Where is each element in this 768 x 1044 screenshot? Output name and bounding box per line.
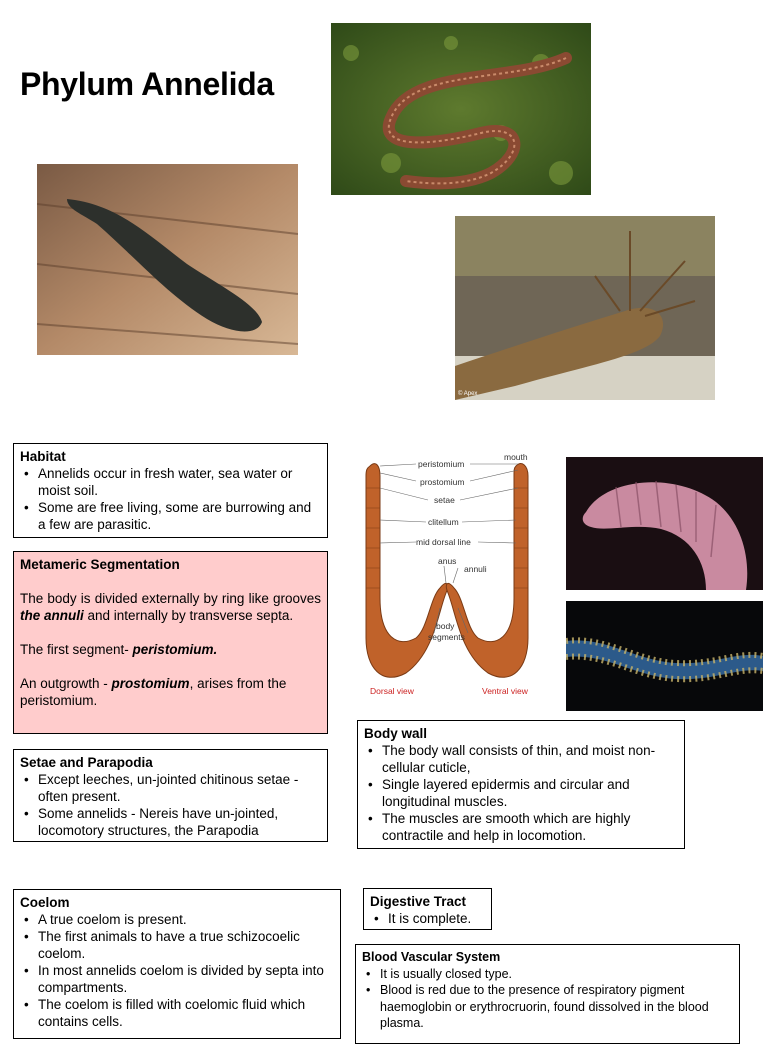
list-item: • The body wall consists of thin, and moist non-cellular cuticle, bbox=[364, 742, 678, 776]
leech-image bbox=[37, 164, 298, 355]
list-item: • It is complete. bbox=[370, 910, 485, 927]
text-fragment: An outgrowth - bbox=[20, 676, 112, 691]
body-wall-list bbox=[364, 742, 678, 844]
label-ventral-view: Ventral view bbox=[482, 686, 528, 696]
label-peristomium: peristomium bbox=[418, 459, 465, 469]
text-fragment: and internally by transverse septa. bbox=[83, 608, 294, 623]
list-item: • Blood is red due to the presence of respiratory pigment haemoglobin or erythrocruorin, found dissolved in the blood plasma. bbox=[362, 982, 733, 1032]
body-wall-box bbox=[357, 720, 685, 849]
text-fragment: The body is divided externally by ring like grooves bbox=[20, 591, 321, 606]
label-prostomium: prostomium bbox=[420, 477, 465, 487]
metameric-paragraph-1 bbox=[20, 590, 321, 624]
label-annuli: annuli bbox=[464, 564, 487, 574]
label-clitellum: clitellum bbox=[428, 517, 459, 527]
label-setae: setae bbox=[434, 495, 455, 505]
setae-list bbox=[20, 771, 321, 839]
setae-heading: Setae and Parapodia bbox=[20, 755, 153, 770]
label-anus: anus bbox=[438, 556, 457, 566]
list-item: • Except leeches, un-jointed chitinous setae - often present. bbox=[20, 771, 321, 805]
habitat-heading: Habitat bbox=[20, 449, 66, 464]
list-item: • A true coelom is present. bbox=[20, 911, 334, 928]
metameric-heading: Metameric Segmentation bbox=[20, 557, 180, 572]
blood-list bbox=[362, 966, 733, 1032]
list-item: • The muscles are smooth which are highly contractile and help in locomotion. bbox=[364, 810, 678, 844]
list-item: • The first animals to have a true schizocoelic coelom. bbox=[20, 928, 334, 962]
digestive-heading: Digestive Tract bbox=[370, 894, 467, 909]
setae-box bbox=[13, 749, 328, 842]
term-annuli: the annuli bbox=[20, 608, 84, 623]
coelom-heading: Coelom bbox=[20, 895, 70, 910]
photo-credit: © Apex bbox=[458, 391, 478, 397]
leech-photo bbox=[37, 164, 298, 355]
text-fragment: The first segment- bbox=[20, 642, 133, 657]
term-prostomium: prostomium bbox=[111, 676, 190, 691]
label-mouth: mouth bbox=[504, 452, 528, 462]
coelom-list bbox=[20, 911, 334, 1030]
earthworm-photo bbox=[331, 23, 591, 195]
blood-box bbox=[355, 944, 740, 1044]
worm-diagram-svg bbox=[358, 448, 558, 700]
nereis-image bbox=[455, 216, 715, 400]
list-item: • It is usually closed type. bbox=[362, 966, 733, 983]
label-dorsal-view: Dorsal view bbox=[370, 686, 414, 696]
label-mid-dorsal-line: mid dorsal line bbox=[416, 537, 471, 547]
metameric-paragraph-2 bbox=[20, 641, 321, 658]
earthworm-image bbox=[331, 23, 591, 195]
coelom-box bbox=[13, 889, 341, 1039]
worm-closeup-image bbox=[566, 457, 763, 590]
polychaete-photo bbox=[566, 601, 763, 711]
habitat-box bbox=[13, 443, 328, 538]
list-item: • Annelids occur in fresh water, sea water or moist soil. bbox=[20, 465, 321, 499]
blood-heading: Blood Vascular System bbox=[362, 950, 501, 964]
list-item: • Some are free living, some are burrowing and a few are parasitic. bbox=[20, 499, 321, 533]
label-segments: segments bbox=[428, 632, 465, 642]
list-item: • In most annelids coelom is divided by septa into compartments. bbox=[20, 962, 334, 996]
anatomy-diagram bbox=[358, 448, 558, 700]
nereis-photo bbox=[455, 216, 715, 400]
digestive-list bbox=[370, 910, 485, 927]
habitat-list bbox=[20, 465, 321, 533]
list-item: • Some annelids - Nereis have un-jointed, locomotory structures, the Parapodia bbox=[20, 805, 321, 839]
label-body: body bbox=[436, 621, 455, 631]
metameric-box bbox=[13, 551, 328, 734]
term-peristomium: peristomium. bbox=[132, 642, 218, 657]
text-fragment: , arises from the peristomium. bbox=[20, 676, 287, 708]
page-title: Phylum Annelida bbox=[20, 66, 274, 102]
digestive-box bbox=[363, 888, 492, 930]
metameric-paragraph-3 bbox=[20, 675, 321, 709]
list-item: • Single layered epidermis and circular and longitudinal muscles. bbox=[364, 776, 678, 810]
list-item: • The coelom is filled with coelomic fluid which contains cells. bbox=[20, 996, 334, 1030]
body-wall-heading: Body wall bbox=[364, 726, 428, 741]
polychaete-image bbox=[566, 601, 763, 711]
worm-closeup-photo bbox=[566, 457, 763, 590]
